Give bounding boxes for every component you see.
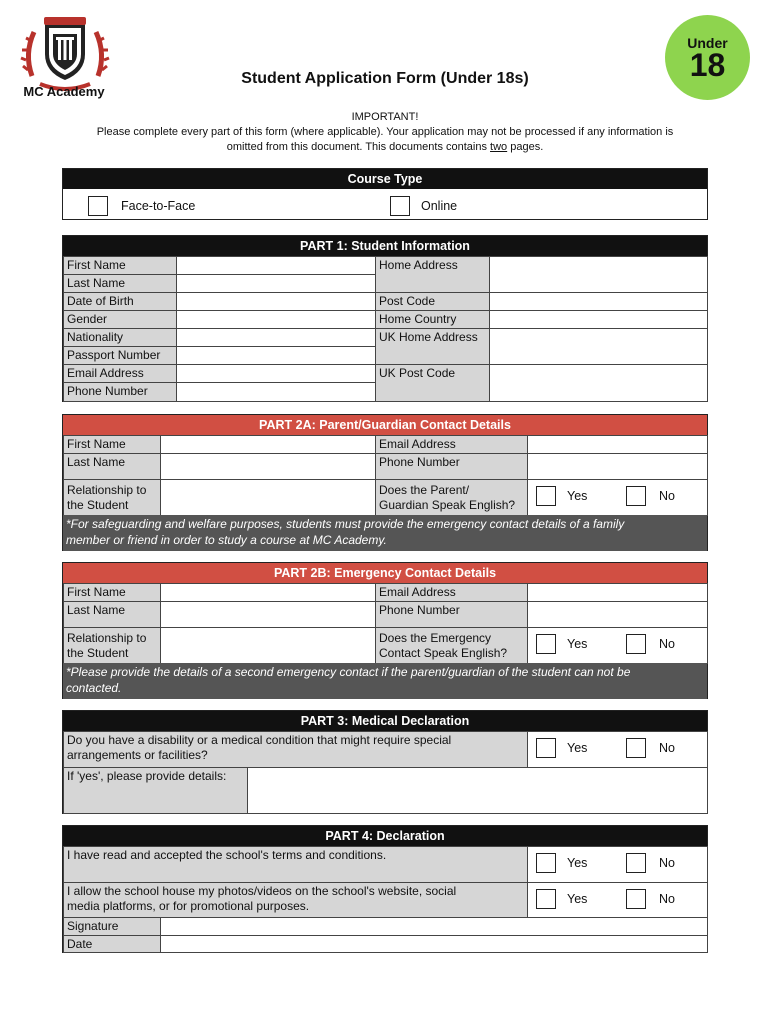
p2a-relationship-line1: Relationship to — [67, 483, 147, 497]
part2b-section — [62, 562, 708, 699]
part3-title: PART 3: Medical Declaration — [63, 711, 707, 731]
p1-field-7[interactable] — [176, 382, 376, 402]
p2a-relationship-field[interactable] — [160, 479, 376, 516]
p1-field-6[interactable] — [176, 364, 376, 383]
p2b-yes-label: Yes — [567, 637, 588, 651]
p3-condition-question — [63, 731, 528, 768]
p2b-note-line2: contacted. — [66, 681, 122, 695]
p1-label-5: Passport Number — [63, 346, 177, 365]
p4-terms-yes-label: Yes — [567, 856, 588, 870]
badge-label: Under — [687, 35, 728, 51]
intro-line-2a: omitted from this document. This documents contains — [226, 141, 491, 153]
p4-photos-no-label: No — [659, 892, 675, 906]
uk-post-code-label: UK Post Code — [375, 364, 490, 402]
p2b-speak-english-label — [375, 627, 528, 664]
p4-terms-yes-checkbox[interactable] — [536, 853, 556, 873]
p1-field-0[interactable] — [176, 256, 376, 275]
p2b-speak-line2: Contact Speak English? — [379, 646, 508, 660]
p1-label-2: Date of Birth — [63, 292, 177, 311]
p4-date-label: Date — [63, 935, 161, 953]
uk-home-address-label: UK Home Address — [375, 328, 490, 365]
home-country-field[interactable] — [489, 310, 708, 329]
p4-photos-yes-checkbox[interactable] — [536, 889, 556, 909]
p2b-email-field[interactable] — [527, 583, 708, 602]
p1-field-3[interactable] — [176, 310, 376, 329]
online-label: Online — [421, 199, 458, 213]
p2b-note-line1: *Please provide the details of a second emergency contact if the parent/guardian of the student can not be — [66, 665, 631, 679]
p2b-phone-field[interactable] — [527, 601, 708, 628]
online-checkbox[interactable] — [390, 196, 410, 216]
p2a-no-label: No — [659, 489, 675, 503]
p1-field-2[interactable] — [176, 292, 376, 311]
p2a-relationship-line2: the Student — [67, 498, 129, 512]
p3-question-line2: arrangements or facilities? — [67, 748, 208, 762]
p2b-first-name-label: First Name — [63, 583, 161, 602]
p2b-first-name-field[interactable] — [160, 583, 376, 602]
part2b-title: PART 2B: Emergency Contact Details — [63, 563, 707, 583]
p2b-yes-checkbox[interactable] — [536, 634, 556, 654]
p2b-last-name-label: Last Name — [63, 601, 161, 628]
part3-section — [62, 710, 708, 814]
p1-field-4[interactable] — [176, 328, 376, 347]
p2b-relationship-line1: Relationship to — [67, 631, 147, 645]
part4-title: PART 4: Declaration — [63, 826, 707, 846]
part2a-title: PART 2A: Parent/Guardian Contact Details — [63, 415, 707, 435]
p1-field-1[interactable] — [176, 274, 376, 293]
course-type-section — [62, 168, 708, 220]
part1-section — [62, 235, 708, 402]
p2b-email-label: Email Address — [375, 583, 528, 602]
home-address-field[interactable] — [489, 256, 708, 293]
logo-text: MC Academy — [23, 84, 105, 99]
p2b-phone-label: Phone Number — [375, 601, 528, 628]
p2a-first-name-label: First Name — [63, 435, 161, 454]
p2a-email-field[interactable] — [527, 435, 708, 454]
p4-signature-label: Signature — [63, 917, 161, 936]
uk-home-address-field[interactable] — [489, 328, 708, 365]
p4-terms-no-label: No — [659, 856, 675, 870]
p2a-note — [63, 515, 707, 551]
p4-photos-line2: media platforms, or for promotional purposes. — [67, 899, 310, 913]
p1-label-4: Nationality — [63, 328, 177, 347]
p2a-first-name-field[interactable] — [160, 435, 376, 454]
home-country-label: Home Country — [375, 310, 490, 329]
p2a-speak-english-label — [375, 479, 528, 516]
intro-line-2b: pages. — [507, 141, 544, 153]
part2a-section — [62, 414, 708, 551]
p4-date-field[interactable] — [160, 935, 708, 953]
p2b-speak-line1: Does the Emergency — [379, 631, 492, 645]
p2a-last-name-label: Last Name — [63, 453, 161, 480]
course-type-title: Course Type — [63, 169, 707, 189]
face-to-face-checkbox[interactable] — [88, 196, 108, 216]
p2a-relationship-label — [63, 479, 161, 516]
intro-two-pages: two — [490, 141, 508, 153]
intro-line-2 — [60, 140, 710, 155]
p2a-email-label: Email Address — [375, 435, 528, 454]
home-address-label: Home Address — [375, 256, 490, 293]
p1-label-3: Gender — [63, 310, 177, 329]
p1-label-1: Last Name — [63, 274, 177, 293]
p2b-no-label: No — [659, 637, 675, 651]
p2a-speak-line2: Guardian Speak English? — [379, 498, 516, 512]
p1-label-7: Phone Number — [63, 382, 177, 402]
p3-details-field[interactable] — [247, 767, 708, 814]
p3-no-label: No — [659, 741, 675, 755]
p1-label-0: First Name — [63, 256, 177, 275]
under-18-badge — [665, 15, 750, 100]
p4-terms-no-checkbox[interactable] — [626, 853, 646, 873]
p2b-last-name-field[interactable] — [160, 601, 376, 628]
p4-photos-yes-label: Yes — [567, 892, 588, 906]
p2b-relationship-field[interactable] — [160, 627, 376, 664]
p2b-no-checkbox[interactable] — [626, 634, 646, 654]
p2a-note-line2: member or friend in order to study a course at MC Academy. — [66, 533, 387, 547]
p3-yes-checkbox[interactable] — [536, 738, 556, 758]
p3-details-label: If 'yes', please provide details: — [63, 767, 248, 814]
badge-number: 18 — [689, 47, 726, 83]
p2a-speak-line1: Does the Parent/ — [379, 483, 470, 497]
p3-question-line1: Do you have a disability or a medical condition that might require special — [67, 733, 452, 747]
p2a-no-checkbox[interactable] — [626, 486, 646, 506]
page-title: Student Application Form (Under 18s) — [241, 70, 529, 87]
face-to-face-label: Face-to-Face — [121, 199, 196, 213]
p3-yes-label: Yes — [567, 741, 588, 755]
p4-signature-field[interactable] — [160, 917, 708, 936]
p2a-phone-label: Phone Number — [375, 453, 528, 480]
post-code-label: Post Code — [375, 292, 490, 311]
p4-photos-no-checkbox[interactable] — [626, 889, 646, 909]
p2b-note — [63, 663, 707, 699]
p4-photos-line1: I allow the school house my photos/videos on the school's website, social — [67, 884, 457, 898]
intro-text — [60, 125, 710, 155]
p2a-phone-field[interactable] — [527, 453, 708, 480]
p3-no-checkbox[interactable] — [626, 738, 646, 758]
p2a-note-line1: *For safeguarding and welfare purposes, students must provide the emergency contact details of a family — [66, 517, 625, 531]
intro-line-1: Please complete every part of this form (where applicable). Your application may not be processed if any information is — [96, 126, 674, 138]
post-code-field[interactable] — [489, 292, 708, 311]
p2b-relationship-label — [63, 627, 161, 664]
part1-title: PART 1: Student Information — [63, 236, 707, 256]
p4-photos-question — [63, 882, 528, 918]
p2a-yes-checkbox[interactable] — [536, 486, 556, 506]
uk-post-code-field[interactable] — [489, 364, 708, 402]
p4-terms-question: I have read and accepted the school's terms and conditions. — [63, 846, 528, 883]
p1-label-6: Email Address — [63, 364, 177, 383]
p1-field-5[interactable] — [176, 346, 376, 365]
p2b-relationship-line2: the Student — [67, 646, 129, 660]
part4-section — [62, 825, 708, 953]
p2a-yes-label: Yes — [567, 489, 588, 503]
p2a-last-name-field[interactable] — [160, 453, 376, 480]
important-label: IMPORTANT! — [351, 111, 419, 123]
